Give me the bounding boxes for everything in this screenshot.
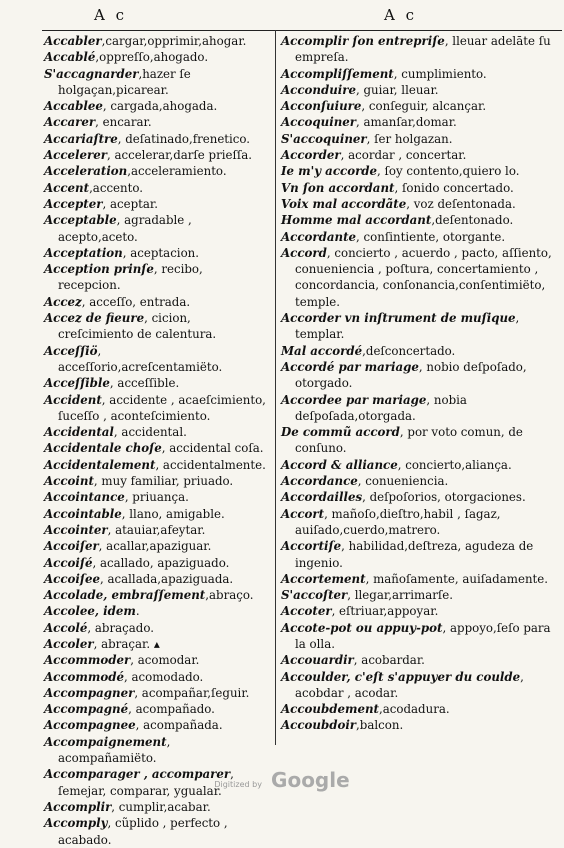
entry-definition: , cumplimiento.	[393, 66, 487, 81]
dictionary-entry	[281, 131, 556, 147]
entry-definition: , conueniencia.	[357, 474, 449, 489]
entry-headword: Accoler	[44, 636, 94, 651]
entry-headword: Accidentale choſe	[44, 441, 162, 456]
entry-definition: , concierto,aliança.	[397, 457, 512, 472]
dictionary-entry	[281, 424, 556, 457]
entry-headword: Accortement	[281, 571, 366, 586]
entry-headword: Accidentalement	[44, 457, 156, 472]
entry-headword: Accoubdoir	[281, 718, 357, 733]
entry-headword: Accord & alliance	[281, 457, 398, 472]
entry-definition: , habilidad,deſtreza, agudeza de ingenio.	[295, 539, 534, 570]
entry-definition: ,balcon.	[356, 718, 404, 733]
header-right: A c	[384, 6, 418, 24]
entry-headword: Acceptable	[44, 213, 117, 228]
entry-headword: Accommodé	[44, 669, 124, 684]
entry-definition: , abraçar. ▴	[93, 636, 160, 651]
entry-definition: , ſemejar, comparar, ygualar.	[58, 767, 234, 798]
entry-definition: , deſatinado,frenetico.	[117, 131, 251, 146]
digitized-watermark	[0, 768, 564, 792]
entry-headword: De commũ accord	[281, 425, 400, 440]
dictionary-entry	[281, 98, 556, 114]
entry-headword: Mal accordé	[281, 343, 363, 358]
entry-headword: Accomplir	[44, 799, 112, 814]
dictionary-entry	[281, 114, 556, 130]
entry-headword: Acceleration	[44, 164, 128, 179]
dictionary-entry	[44, 555, 266, 571]
entry-definition: , cũplido , perfecto , acabado.	[58, 816, 228, 847]
dictionary-entry	[44, 66, 266, 99]
entry-headword: Accordee par mariage	[281, 392, 427, 407]
entry-definition: , acallado, apaziguado.	[92, 555, 230, 570]
entry-headword: Accoiſer	[44, 539, 99, 554]
dictionary-entry	[44, 261, 266, 294]
entry-definition: , nobia deſpoſada,otorgada.	[295, 392, 467, 423]
entry-headword: Accent	[44, 180, 90, 195]
entry-definition: , acomodado.	[123, 669, 204, 684]
dictionary-entry	[44, 163, 266, 179]
entry-headword: Acceptation	[44, 245, 123, 260]
dictionary-entry	[44, 473, 266, 489]
entry-headword: Accomplir ſon entrepriſe	[281, 34, 445, 48]
entry-headword: Accorder vn inſtrument de muſique	[281, 311, 516, 326]
dictionary-entry	[44, 294, 266, 310]
entry-definition: , appoyo,ſeſo para la olla.	[295, 620, 551, 651]
dictionary-entry	[44, 652, 266, 668]
entry-definition: , aceptacion.	[122, 245, 200, 260]
dictionary-entry	[44, 799, 266, 815]
entry-headword: Accompliſſement	[281, 66, 394, 81]
entry-headword: Accelerer	[44, 148, 107, 163]
entry-definition: , atauiar,afeytar.	[107, 522, 206, 537]
dictionary-entry	[281, 66, 556, 82]
dictionary-entry	[281, 310, 556, 343]
dictionary-entry	[44, 392, 266, 425]
entry-headword: Accompagner	[44, 685, 135, 700]
entry-definition: , eſtriuar,appoyar.	[331, 604, 439, 619]
dictionary-entry	[44, 571, 266, 587]
entry-definition: ,oppreſſo,ahogado.	[95, 50, 209, 65]
dictionary-entry	[44, 114, 266, 130]
entry-headword: Accouardir	[281, 653, 354, 668]
entry-definition: , acceſſorio,acreſcentamiëto.	[58, 343, 223, 374]
dictionary-entry	[281, 603, 556, 619]
entry-definition: , lleuar adelāte ſu empreſa.	[295, 34, 551, 65]
dictionary-entry	[44, 587, 266, 603]
entry-headword: Accablee	[44, 99, 103, 114]
entry-definition: , acobardar.	[353, 653, 425, 668]
entry-headword: Accompaignement	[44, 734, 167, 749]
header-left: A c	[94, 6, 128, 24]
entry-definition: ,deſconcertado.	[362, 343, 456, 358]
entry-definition: , ſer holgazan.	[366, 131, 453, 146]
entry-headword: Accoiſé	[44, 555, 93, 570]
dictionary-entry	[44, 457, 266, 473]
dictionary-entry	[281, 489, 556, 505]
dictionary-entry	[281, 620, 556, 653]
entry-headword: Accointer	[44, 522, 108, 537]
entry-definition: , acallar,apaziguar.	[98, 539, 212, 554]
dictionary-entry	[281, 392, 556, 425]
entry-definition: ,cargar,opprimir,ahogar.	[101, 34, 247, 48]
entry-definition: , priuança.	[124, 490, 189, 505]
entry-headword: Accord	[281, 245, 327, 260]
entry-headword: Acconduire	[281, 82, 356, 97]
entry-headword: Acceſſiö	[44, 343, 98, 358]
dictionary-entry	[44, 701, 266, 717]
entry-headword: Accordante	[281, 229, 357, 244]
dictionary-entry	[44, 620, 266, 636]
entry-definition: , accidental.	[113, 425, 187, 440]
entry-headword: Accidental	[44, 425, 114, 440]
entry-definition: , cargada,ahogada.	[102, 99, 218, 114]
dictionary-entry	[44, 603, 266, 619]
dictionary-entry	[281, 701, 556, 717]
entry-definition: , cumplir,acabar.	[111, 799, 211, 814]
entry-definition: , agradable , acepto,aceto.	[58, 213, 192, 244]
entry-definition: , conſeguir, alcançar.	[361, 99, 487, 114]
dictionary-entry	[44, 424, 266, 440]
entry-headword: Accez de fieure	[44, 311, 145, 326]
dictionary-entry	[281, 82, 556, 98]
dictionary-entry	[44, 522, 266, 538]
dictionary-entry	[281, 163, 556, 179]
entry-definition: ,abraço.	[205, 588, 254, 603]
entry-headword: Accompagné	[44, 702, 129, 717]
dictionary-entry	[44, 669, 266, 685]
dictionary-entry	[281, 473, 556, 489]
entry-definition: ,hazer ſe holgaçan,picarear.	[58, 66, 191, 97]
dictionary-entry	[281, 538, 556, 571]
dictionary-entry	[44, 343, 266, 376]
entry-headword: Ie m'y accorde	[281, 164, 378, 179]
entry-definition: , acordar , concertar.	[340, 148, 467, 163]
entry-headword: Accordailles	[281, 490, 363, 505]
entry-definition: , mañoſamente, auiſadamente.	[365, 571, 549, 586]
entry-headword: Accarer	[44, 115, 96, 130]
dictionary-entry	[44, 147, 266, 163]
entry-definition: , acompañamiëto.	[58, 734, 171, 766]
dictionary-entry	[281, 669, 556, 702]
entry-definition: , acompañado.	[128, 702, 215, 717]
dictionary-entry	[44, 33, 266, 49]
dictionary-entry	[44, 734, 266, 767]
entry-definition: , acompañar,ſeguir.	[134, 685, 250, 700]
entry-definition: , nobio deſpoſado, otorgado.	[295, 359, 527, 391]
dictionary-entry	[44, 180, 266, 196]
dictionary-entry	[281, 245, 556, 310]
entry-definition: , guiar, lleuar.	[356, 82, 439, 97]
dictionary-entry	[281, 457, 556, 473]
entry-headword: Accident	[44, 392, 102, 407]
entry-definition: , encarar.	[95, 115, 152, 130]
entry-headword: S'accoquiner	[281, 131, 367, 146]
entry-headword: Accort	[281, 506, 325, 521]
dictionary-entry	[281, 196, 556, 212]
entry-definition: , deſpoſorios, otorgaciones.	[362, 490, 526, 505]
entry-definition: , ſoy contento,quiero lo.	[377, 164, 520, 179]
entry-headword: Accoubdement	[281, 702, 379, 717]
entry-definition: , accidentalmente.	[155, 457, 266, 472]
entry-headword: Accolade, embraſſement	[44, 588, 206, 603]
dictionary-entry	[281, 180, 556, 196]
dictionary-entry	[44, 440, 266, 456]
left-column	[44, 33, 266, 848]
entry-headword: Accorder	[281, 148, 341, 163]
dictionary-entry	[44, 245, 266, 261]
dictionary-entry	[281, 212, 556, 228]
entry-definition: , cicion, creſcimiento de calentura.	[58, 311, 217, 342]
entry-definition: , mañoſo,dieſtro,habil , ſagaz, auiſado,cuerdo,matrero.	[295, 506, 501, 537]
dictionary-entry	[281, 33, 556, 66]
entry-headword: Accepter	[44, 196, 103, 211]
entry-headword: Accoquiner	[281, 115, 356, 130]
google-logo: Google	[271, 768, 350, 792]
entry-headword: S'accagnarder	[44, 66, 139, 81]
entry-definition: , acobdar , acodar.	[295, 669, 524, 700]
entry-headword: Accolee, idem	[44, 604, 136, 619]
entry-definition: , accidente , acaeſcimiento, ſuceſſo , aconteſcimiento.	[58, 392, 266, 423]
entry-headword: Accomparager , accomparer	[44, 767, 231, 782]
dictionary-entry	[44, 375, 266, 391]
entry-definition: , abraçado.	[87, 620, 154, 635]
entry-headword: Vn ſon accordant	[281, 180, 395, 195]
entry-headword: Voix mal accordãte	[281, 196, 407, 211]
entry-definition: , por voto comun, de conſuno.	[295, 425, 523, 456]
entry-definition: , muy familiar, priuado.	[93, 474, 234, 489]
dictionary-entry	[281, 359, 556, 392]
entry-headword: Accordé par mariage	[281, 359, 419, 374]
entry-definition: , acomodar.	[130, 653, 200, 668]
entry-headword: Accoiſee	[44, 571, 100, 586]
entry-definition: , accelerar,darſe prieſſa.	[106, 148, 252, 163]
dictionary-entry	[44, 717, 266, 733]
dictionary-entry	[281, 343, 556, 359]
entry-headword: Accommoder	[44, 653, 131, 668]
entry-headword: Accomply	[44, 816, 108, 831]
entry-headword: Accablé	[44, 50, 96, 65]
entry-headword: Accoter	[281, 604, 332, 619]
entry-headword: Accote-pot ou appuy-pot	[281, 620, 443, 635]
dictionary-entry	[281, 571, 556, 587]
entry-headword: Accointance	[44, 490, 125, 505]
dictionary-entry	[44, 815, 266, 848]
column-divider	[275, 30, 276, 745]
entry-headword: Accez	[44, 294, 82, 309]
right-column	[281, 33, 556, 734]
entry-headword: Accoint	[44, 474, 94, 489]
entry-headword: Accariaſtre	[44, 131, 118, 146]
page-header	[0, 6, 564, 28]
entry-headword: Accortiſe	[281, 539, 342, 554]
dictionary-entry	[281, 506, 556, 539]
entry-definition: , acceſſo, entrada.	[81, 294, 191, 309]
dictionary-entry	[281, 587, 556, 603]
entry-definition: ,accento.	[89, 180, 144, 195]
entry-definition: , acompañada.	[135, 718, 223, 733]
dictionary-entry	[44, 131, 266, 147]
entry-definition: , templar.	[295, 311, 520, 342]
dictionary-entry	[281, 229, 556, 245]
entry-definition: ,acodadura.	[378, 702, 450, 717]
entry-headword: Accolé	[44, 620, 88, 635]
entry-headword: Acconſuiure	[281, 99, 362, 114]
entry-headword: Acceſſible	[44, 376, 110, 391]
entry-definition: , llegar,arrimarſe.	[347, 588, 454, 603]
dictionary-entry	[44, 196, 266, 212]
entry-definition: , acceſſible.	[109, 376, 180, 391]
dictionary-entry	[44, 212, 266, 245]
entry-definition: .	[135, 604, 140, 619]
entry-definition: , aceptar.	[102, 196, 158, 211]
dictionary-entry	[44, 506, 266, 522]
entry-definition: ,acceleramiento.	[127, 164, 227, 179]
entry-definition: , recibo, recepcion.	[58, 262, 203, 293]
entry-headword: Accompagnee	[44, 718, 136, 733]
dictionary-entry	[44, 636, 266, 652]
entry-headword: Acception prinſe	[44, 262, 154, 277]
entry-definition: , voz deſentonada.	[406, 196, 516, 211]
entry-definition: ,deſentonado.	[431, 213, 514, 228]
entry-headword: S'accoſter	[281, 588, 348, 603]
dictionary-entry	[44, 49, 266, 65]
entry-definition: , ſonido concertado.	[394, 180, 514, 195]
dictionary-entry	[281, 147, 556, 163]
dictionary-entry	[44, 538, 266, 554]
dictionary-entry	[281, 652, 556, 668]
entry-definition: , conſintiente, otorgante.	[356, 229, 506, 244]
dictionary-entry	[44, 489, 266, 505]
dictionary-entry	[44, 310, 266, 343]
dictionary-entry	[281, 717, 556, 733]
entry-headword: Homme mal accordant	[281, 213, 432, 228]
entry-definition: , concierto , acuerdo , pacto, aſſiento, conueniencia , poſtura, concertamiento , concordancia, conſonancia,conſentimiëto, temple.	[295, 245, 552, 309]
dictionary-entry	[44, 98, 266, 114]
dictionary-entry	[44, 685, 266, 701]
entry-definition: , acallada,apaziguada.	[99, 571, 234, 586]
digitized-label: Digitized by	[214, 780, 262, 789]
entry-definition: , llano, amigable.	[121, 506, 225, 521]
entry-headword: Accabler	[44, 34, 102, 48]
entry-definition: , accidental coſa.	[161, 441, 264, 456]
entry-headword: Accointable	[44, 506, 122, 521]
entry-headword: Accoulder, c'eſt s'appuyer du coulde	[281, 669, 521, 684]
header-rule	[42, 30, 562, 31]
entry-headword: Accordance	[281, 474, 358, 489]
entry-definition: , amanſar,domar.	[356, 115, 457, 130]
